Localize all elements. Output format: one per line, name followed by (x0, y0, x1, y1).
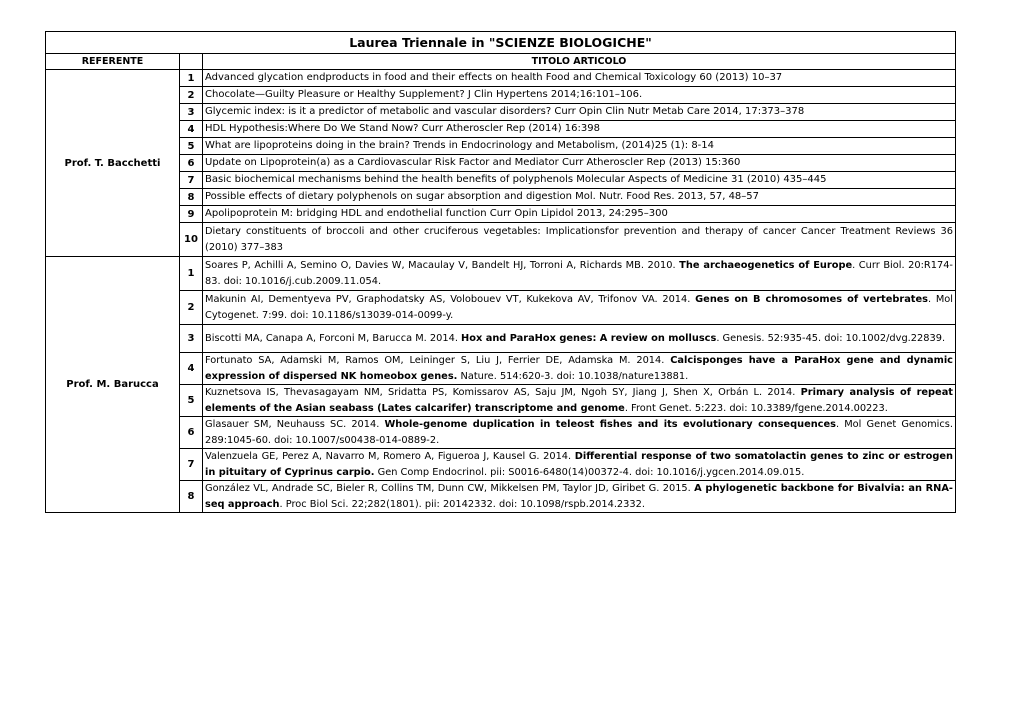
article-number: 1 (180, 70, 203, 87)
table-row (46, 155, 956, 172)
article-number: 4 (180, 121, 203, 138)
table-row (46, 121, 956, 138)
article-title (203, 325, 956, 353)
column-header-titolo: TITOLO ARTICOLO (203, 54, 956, 70)
page-title: Laurea Triennale in "SCIENZE BIOLOGICHE" (46, 32, 956, 54)
article-number: 10 (180, 223, 203, 257)
article-text: Fortunato SA, Adamski M, Ramos OM, Leininger S, Liu J, Ferrier DE, Adamska M. 2014. (205, 355, 671, 366)
article-text: . Proc Biol Sci. 22;282(1801). pii: 20142332. doi: 10.1098/rspb.2014.2332. (279, 498, 645, 510)
article-title (203, 104, 956, 121)
article-title (203, 353, 956, 385)
table-row (46, 449, 956, 481)
article-bold-title: Whole-genome duplication in teleost fishes and its evolutionary consequences (384, 419, 836, 430)
article-bold-title: Calcisponges have a ParaHox gene and dynamic expression of dispersed NK homeobox genes. (205, 355, 953, 382)
article-bold-title: A phylogenetic backbone for Bivalvia: an RNA-seq approach (205, 483, 953, 510)
article-number: 5 (180, 138, 203, 155)
referente-cell: Prof. M. Barucca (46, 257, 180, 513)
article-text: . Front Genet. 5:223. doi: 10.3389/fgene.2014.00223. (624, 402, 888, 414)
title-row (46, 32, 956, 54)
article-title (203, 172, 956, 189)
article-number: 8 (180, 189, 203, 206)
article-text: Kuznetsova IS, Thevasagayam NM, Sridatta PS, Komissarov AS, Saju JM, Ngoh SY, Jiang J, Shen X, Orbán L. 2014. (205, 387, 801, 398)
table-row (46, 189, 956, 206)
column-header-number (180, 54, 203, 70)
table-row (46, 206, 956, 223)
table-row (46, 481, 956, 513)
article-text: Glycemic index: is it a predictor of metabolic and vascular disorders? Curr Opin Clin Nutr Metab Care 2014, 17:373–378 (205, 106, 805, 118)
article-text: Biscotti MA, Canapa A, Forconi M, Barucca M. 2014. (205, 332, 462, 344)
table-row (46, 257, 956, 291)
article-title (203, 257, 956, 291)
article-text: González VL, Andrade SC, Bieler R, Collins TM, Dunn CW, Mikkelsen PM, Taylor JD, Giribet G. 2015. (205, 483, 695, 494)
article-number: 9 (180, 206, 203, 223)
article-title (203, 121, 956, 138)
article-text: . Curr Biol. 20:R174-83. doi: 10.1016/j.cub.2009.11.054. (205, 260, 953, 287)
article-title (203, 206, 956, 223)
article-text: Valenzuela GE, Perez A, Navarro M, Romero A, Figueroa J, Kausel G. 2014. (205, 451, 575, 462)
article-text: . Mol Cytogenet. 7:99. doi: 10.1186/s13039-014-0099-y. (205, 294, 953, 321)
article-title (203, 481, 956, 513)
table-row (46, 353, 956, 385)
table-row (46, 104, 956, 121)
article-text: What are lipoproteins doing in the brain? Trends in Endocrinology and Metabolism, (2014)25 (1): 8-14 (205, 140, 715, 152)
article-text: . Genesis. 52:935-45. doi: 10.1002/dvg.22839. (716, 332, 946, 344)
table-row (46, 385, 956, 417)
article-number: 4 (180, 353, 203, 385)
article-text: Basic biochemical mechanisms behind the health benefits of polyphenols Molecular Aspects of Medicine 31 (2010) 435–445 (205, 174, 827, 186)
article-number: 1 (180, 257, 203, 291)
article-title (203, 70, 956, 87)
article-bold-title: Genes on B chromosomes of vertebrates (695, 294, 928, 305)
article-number: 5 (180, 385, 203, 417)
article-text: Chocolate—Guilty Pleasure or Healthy Supplement? J Clin Hypertens 2014;16:101–106. (205, 89, 643, 101)
table-row (46, 172, 956, 189)
article-text: Apolipoprotein M: bridging HDL and endothelial function Curr Opin Lipidol 2013, 24:295–300 (205, 208, 668, 220)
article-text: . Mol Genet Genomics. 289:1045-60. doi: 10.1007/s00438-014-0889-2. (205, 419, 954, 446)
article-text: HDL Hypothesis:Where Do We Stand Now? Curr Atheroscler Rep (2014) 16:398 (205, 123, 600, 135)
article-number: 2 (180, 291, 203, 325)
article-text: Possible effects of dietary polyphenols on sugar absorption and digestion Mol. Nutr. Food Res. 2013, 57, 48–57 (205, 191, 760, 203)
article-title (203, 385, 956, 417)
article-text: Nature. 514:620-3. doi: 10.1038/nature13881. (457, 370, 689, 382)
article-number: 2 (180, 87, 203, 104)
article-text: Soares P, Achilli A, Semino O, Davies W, Macaulay V, Bandelt HJ, Torroni A, Richards MB. 2010. (205, 260, 680, 271)
article-title (203, 87, 956, 104)
article-text: Advanced glycation endproducts in food and their effects on health Food and Chemical Toxicology 60 (2013) 10–37 (205, 72, 783, 84)
article-bold-title: Differential response of two somatolactin genes to zinc or estrogen in pituitary of Cyprinus carpio. (205, 451, 954, 478)
table-row (46, 87, 956, 104)
table-row (46, 138, 956, 155)
table-row (46, 325, 956, 353)
article-title (203, 417, 956, 449)
article-number: 8 (180, 481, 203, 513)
article-bold-title: Primary analysis of repeat elements of the Asian seabass (Lates calcarifer) transcriptome and genome (205, 387, 953, 414)
table-row (46, 70, 956, 87)
article-text: Makunin AI, Dementyeva PV, Graphodatsky AS, Volobouev VT, Kukekova AV, Trifonov VA. 2014. (205, 294, 696, 305)
article-title (203, 138, 956, 155)
article-number: 3 (180, 325, 203, 353)
article-number: 6 (180, 417, 203, 449)
article-title (203, 291, 956, 325)
article-number: 6 (180, 155, 203, 172)
article-bold-title: Hox and ParaHox genes: A review on molluscs (461, 332, 717, 344)
article-title (203, 189, 956, 206)
articles-table-body (46, 32, 956, 513)
article-number: 7 (180, 172, 203, 189)
column-header-referente: REFERENTE (46, 54, 180, 70)
article-number: 3 (180, 104, 203, 121)
article-title (203, 223, 956, 257)
article-number: 7 (180, 449, 203, 481)
article-title (203, 449, 956, 481)
table-row (46, 291, 956, 325)
referente-cell: Prof. T. Bacchetti (46, 70, 180, 257)
table-row (46, 417, 956, 449)
article-title (203, 155, 956, 172)
header-row (46, 54, 956, 70)
article-text: Glasauer SM, Neuhauss SC. 2014. (205, 419, 385, 430)
article-text: Gen Comp Endocrinol. pii: S0016-6480(14)00372-4. doi: 10.1016/j.ygcen.2014.09.015. (374, 466, 805, 478)
article-bold-title: The archaeogenetics of Europe (679, 260, 853, 271)
article-text: Update on Lipoprotein(a) as a Cardiovascular Risk Factor and Mediator Curr Atheroscler Rep (2013) 15:360 (205, 157, 741, 169)
articles-table (45, 31, 956, 513)
article-text: Dietary constituents of broccoli and other cruciferous vegetables: Implicationsfor prevention and therapy of cancer Cancer Treatment Reviews 36 (2010) 377–383 (205, 226, 953, 253)
table-row (46, 223, 956, 257)
